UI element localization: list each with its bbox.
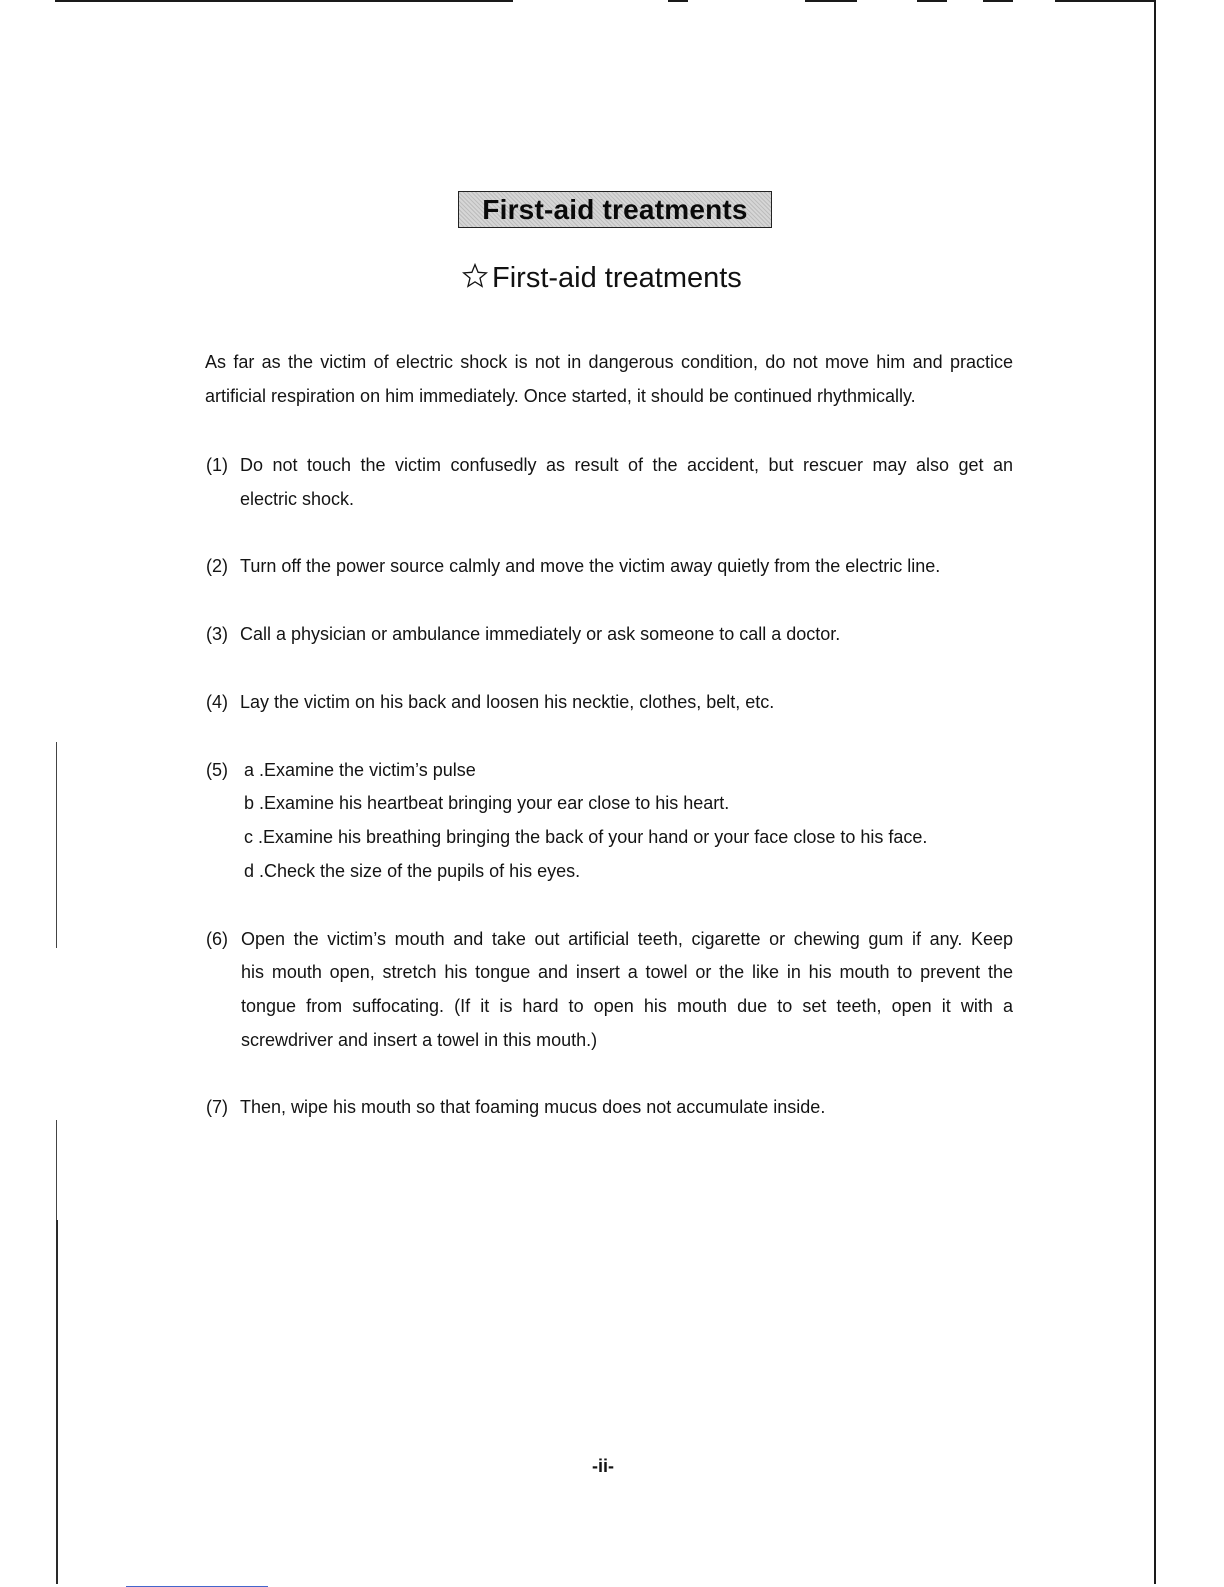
item-line: electric shock. bbox=[240, 489, 355, 509]
scan-edge-line bbox=[56, 1120, 57, 1220]
item-number: (1) bbox=[206, 455, 228, 475]
item-number: (2) bbox=[206, 556, 228, 576]
item-line: Turn off the power source calmly and move the victim away quietly from the electric line. bbox=[240, 556, 941, 576]
item-subline: d .Check the size of the pupils of his eyes. bbox=[244, 861, 581, 881]
item-subline: a .Examine the victim’s pulse bbox=[244, 760, 476, 780]
scan-edge-line bbox=[917, 0, 947, 2]
item-number: (5) bbox=[206, 760, 228, 780]
section-header-title: First-aid treatments bbox=[482, 193, 748, 225]
item-number: (7) bbox=[206, 1097, 228, 1117]
intro-line: As far as the victim of electric shock is not in dangerous condition, do not move him and practice bbox=[205, 352, 1013, 372]
item-number: (4) bbox=[206, 692, 228, 712]
item-subline: b .Examine his heartbeat bringing your ear close to his heart. bbox=[244, 793, 730, 813]
item-line: Lay the victim on his back and loosen his necktie, clothes, belt, etc. bbox=[240, 692, 775, 712]
scan-edge-line bbox=[1055, 0, 1155, 2]
item-number: (3) bbox=[206, 624, 228, 644]
item-subline: c .Examine his breathing bringing the back of your hand or your face close to his face. bbox=[244, 827, 928, 847]
scan-edge-line bbox=[805, 0, 857, 2]
scan-edge-line bbox=[668, 0, 688, 2]
item-line: tongue from suffocating. (If it is hard to open his mouth due to set teeth, open it with a bbox=[241, 996, 1013, 1016]
item-line: his mouth open, stretch his tongue and insert a towel or the like in his mouth to prevent the bbox=[241, 962, 1013, 982]
item-line: Open the victim’s mouth and take out artificial teeth, cigarette or chewing gum if any. Keep bbox=[241, 929, 1013, 949]
page-subtitle bbox=[462, 262, 742, 295]
item-line: Then, wipe his mouth so that foaming mucus does not accumulate inside. bbox=[240, 1097, 826, 1117]
scan-edge-line bbox=[55, 0, 513, 2]
star-outline-icon bbox=[462, 263, 488, 289]
scan-edge-line bbox=[56, 742, 57, 948]
section-header-box bbox=[458, 191, 772, 228]
scan-edge-line bbox=[1154, 0, 1156, 1584]
item-number: (6) bbox=[206, 929, 228, 949]
page-number: -ii- bbox=[592, 1456, 614, 1476]
page-subtitle-text: First-aid treatments bbox=[492, 262, 742, 294]
intro-line: artificial respiration on him immediately. Once started, it should be continued rhythmically. bbox=[205, 386, 916, 406]
scan-edge-line bbox=[56, 1220, 58, 1584]
scan-edge-line bbox=[983, 0, 1013, 2]
item-line: Call a physician or ambulance immediately or ask someone to call a doctor. bbox=[240, 624, 841, 644]
item-line: Do not touch the victim confusedly as result of the accident, but rescuer may also get an bbox=[240, 455, 1013, 475]
item-line: screwdriver and insert a towel in this mouth.) bbox=[241, 1030, 598, 1050]
